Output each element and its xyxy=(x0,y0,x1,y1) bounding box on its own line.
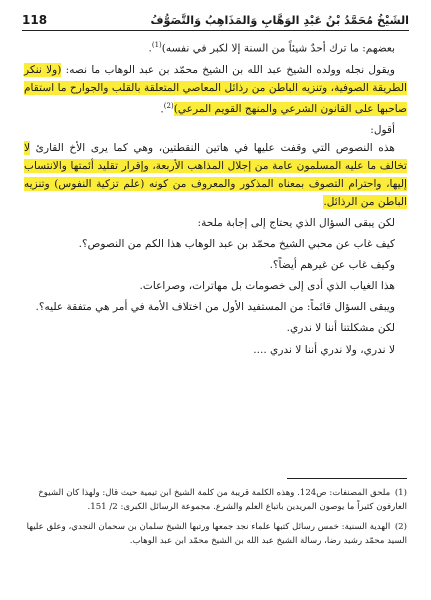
paragraph-6: كيف غاب عن محبي الشيخ محمّد بن عبد الوهاب هذا الكم من النصوص؟. xyxy=(78,238,395,251)
paragraph-10: لكن مشكلتنا أننا لا ندري. xyxy=(286,322,395,335)
paragraph-2: ويقول نجله وولده الشيخ عبد الله بن الشيخ محمّد بن عبد الوهاب ما نصه: (ولا ننكر الطريقة الصوفية، وتنزيه الباطن من رذائل المعاصي المتعلقة بالقلب والجوارح ما استقام صاحبها على القانون الشرعي والمنهج القويم المرعي)$^{(2)}$. xyxy=(24,63,407,116)
footnote-text: الهدية السنية: خمس رسائل كتبها علماء نجد جمعها ورتبها الشيخ سلمان بن سحمان النجدي، وعلق عليها السيد محمّد رشيد رضا، رسالة الشيخ عبد الله بن الشيخ محمّد ابن عبد الوهاب. xyxy=(26,522,407,546)
highlighted-passage: لا تخالف ما عليه المسلمون عامة من إجلال المذاهب الأربعة، وإقرار تقليد أئمتها والانتساب إليها، واحترام التصوف بمعناه المذكور والمعروف من كونه (علم تزكية النفوس) وتنزيه الباطن من الرذائل. xyxy=(24,142,407,209)
paragraph-3: أقول: xyxy=(370,124,395,137)
paragraph-8: هذا الغياب الذي أدى إلى خصومات بل مهاترات، وصراعات. xyxy=(139,280,395,293)
page-number: 118 xyxy=(22,13,48,27)
paragraph-7: وكيف غاب عن غيرهم أيضاً؟. xyxy=(269,259,395,272)
footnote-number: (2) xyxy=(394,522,407,532)
highlighted-quote: (ولا ننكر الطريقة الصوفية، وتنزيه الباطن من رذائل المعاصي المتعلقة بالقلب والجوارح ما استقام صاحبها على القانون الشرعي والمنهج القويم المرعي) xyxy=(24,63,407,116)
footnote-number: (1) xyxy=(394,488,407,498)
paragraph-1: بعضهم: ما ترك أحدٌ شيئاً من السنة إلا لكبر في نفسه)$^{(1)}$. xyxy=(148,41,395,55)
paragraph-4: هذه النصوص التي وقفت عليها في هاتين النقطتين، وهي كما يرى الأخ القارئ لا تخالف ما عليه المسلمون عامة من إجلال المذاهب الأربعة، وإقرار تقليد أئمتها والانتساب إليها، واحترام التصوف بمعناه المذكور والمعروف من كونه (علم تزكية النفوس) وتنزيه الباطن من الرذائل. xyxy=(24,142,407,209)
paragraph-9: ويبقى السؤال قائماً: من المستفيد الأول من اختلاف الأمة في أمر هي متفقة عليه؟. xyxy=(35,301,395,314)
footnote-text: ملحق المصنفات: ص124. وهذه الكلمة قريبة من كلمة الشيخ ابن تيمية حيث قال: ولهذا كان الشيوخ العارفون كثيراً ما يوصون المريدين باتباع العلم والشرع. مجموعة الرسائل الكبرى: 2/ 151. xyxy=(38,488,407,512)
paragraph-5: لكن يبقى السؤال الذي يحتاج إلى إجابة ملحة: xyxy=(197,217,395,230)
footnote-ref: (1) xyxy=(151,41,162,49)
footnotes xyxy=(24,486,407,554)
header-divider xyxy=(22,30,409,31)
paragraph-11: لا ندري، ولا ندري أننا لا ندري .... xyxy=(253,344,395,357)
footnote-1 xyxy=(24,486,407,514)
page-header xyxy=(22,10,409,30)
footnote-2 xyxy=(24,520,407,548)
footnote-divider xyxy=(287,478,407,479)
main-text xyxy=(24,36,407,363)
footnote-ref: (2) xyxy=(163,101,174,110)
running-title: الشَيْخُ مُحَمَّدُ بْنُ عَبْدِ الوَهَّابِ وَالمَذَاهِبُ وَالتَّصَوُّفُ xyxy=(150,13,409,27)
